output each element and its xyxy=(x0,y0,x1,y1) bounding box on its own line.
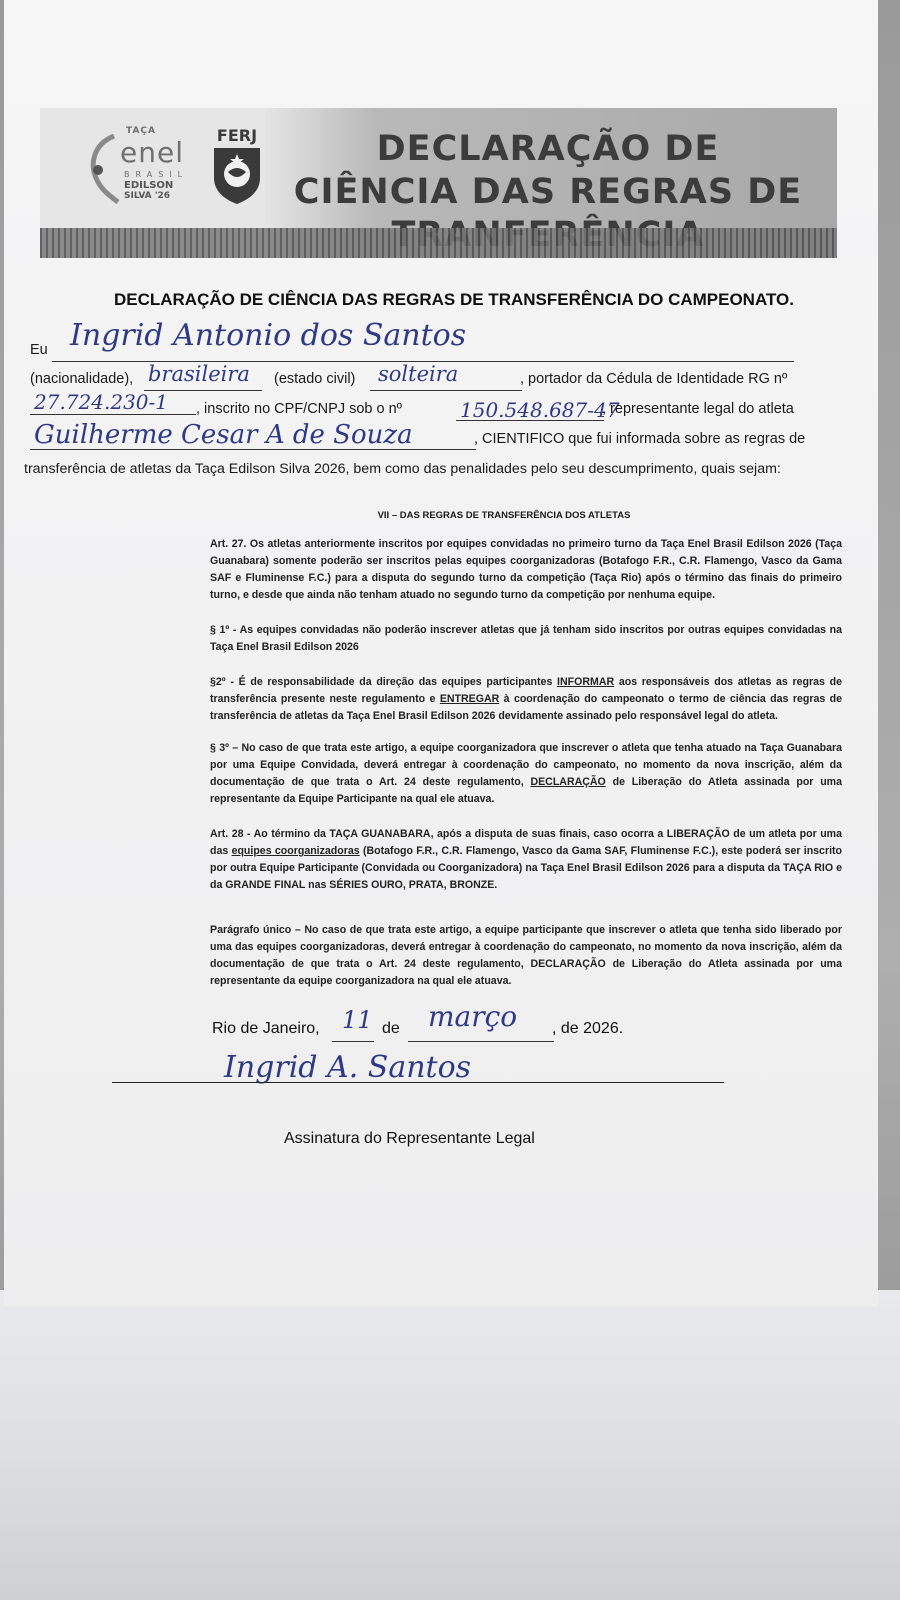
header-title: DECLARAÇÃO DE CIÊNCIA DAS REGRAS DE xyxy=(293,129,803,212)
eu-label: Eu xyxy=(30,342,48,358)
date-month: março xyxy=(428,1000,518,1033)
ferj-shield-icon xyxy=(208,126,266,206)
p2-text-b: aos responsáveis dos atletas as regras de transferência presente neste regulamento e xyxy=(210,676,842,705)
paragraph-unico: Parágrafo único – No caso de que trata este artigo, a equipe participante que inscrever o atleta que tenha sido liberado por uma das equipes coorganizadoras, deverá entregar à coordenação do campeonato, no momento da nova inscrição, além da documentação de que trata o Art. 24 deste regulamento, DECLARAÇÃO de Liberação do Atleta assinada por uma representante da equipe coorganizadora na qual ele atuava. xyxy=(210,924,842,987)
cpf-label: , inscrito no CPF/CNPJ sob o nº xyxy=(196,401,402,417)
civil-line xyxy=(370,389,522,391)
day-line xyxy=(332,1040,374,1042)
nationality-label: (nacionalidade), xyxy=(30,371,134,387)
date-day: 11 xyxy=(342,1006,373,1034)
p2-text-c: à coordenação do campeonato o termo de ciência das regras de transferência de atletas da Taça Enel Brasil Edilson 2026 devidamente assinado pelo responsável legal do atleta. xyxy=(210,693,842,722)
paragraph-3 xyxy=(210,740,842,808)
nationality-value: brasileira xyxy=(148,362,250,386)
ferj-logo xyxy=(208,126,266,206)
certify-text-2: transferência de atletas da Taça Edilson Silva 2026, bem como das penalidades pelo seu descumprimento, quais sejam: xyxy=(24,461,781,477)
logo-brasil: BRASIL xyxy=(124,170,189,179)
signature-value: Ingrid A. Santos xyxy=(224,1050,472,1085)
athlete-label: , representante legal do atleta xyxy=(602,401,794,417)
paragraph-1: § 1º - As equipes convidadas não poderão inscrever atletas que já tenham sido inscritos por outras equipes convidadas na Taça Enel Brasil Edilson 2026 xyxy=(210,624,842,653)
p2-informar: INFORMAR xyxy=(557,676,615,688)
document-page xyxy=(4,0,878,1306)
date-de: de xyxy=(382,1020,400,1037)
article-27: Art. 27. Os atletas anteriormente inscritos por equipes convidadas no primeiro turno da Taça Enel Brasil Edilson 2026 (Taça Guanabara) somente poderão ser inscritos pelas equipes coorganizadoras (Botafogo F.R., C.R. Flamengo, Vasco da Gama SAF e Fluminense F.C.) para a disputa do segundo turno da competição (Taça Rio) após o término das finais do primeiro turno, e desde que ainda não tenham atuado no segundo turno da competição por nenhuma equipe. xyxy=(210,538,842,601)
signature-line xyxy=(112,1082,724,1083)
rg-label: , portador da Cédula de Identidade RG nº xyxy=(520,371,788,387)
paragraph-2 xyxy=(210,674,842,725)
civil-value: solteira xyxy=(378,362,459,386)
logo-enel: enel xyxy=(120,136,184,169)
section-title: VII – DAS REGRAS DE TRANSFERÊNCIA DOS ATLETAS xyxy=(377,510,631,521)
art28-coorganizadoras: equipes coorganizadoras xyxy=(231,845,360,857)
article-28 xyxy=(210,826,842,894)
p3-text-b: de Liberação do Atleta assinada por uma representante da Equipe Participante na qual ele atuava. xyxy=(210,776,842,805)
p2-text-a: §2º - É de responsabilidade da direção das equipes participantes xyxy=(210,676,558,688)
date-year: , de 2026. xyxy=(552,1020,624,1037)
certify-text: , CIENTIFICO que fui informada sobre as regras de xyxy=(474,431,806,447)
civil-label: (estado civil) xyxy=(274,371,356,387)
header-banner xyxy=(40,108,837,258)
p3-text-a: § 3º – No caso de que trata este artigo, a equipe coorganizadora que inscrever o atleta que tenha atuado na Taça Guanabara por uma Equipe Convidada, deverá entregar à coordenação do campeonato, no momento da nova inscrição, além da documentação de que trata o Art. 24 deste regulamento, xyxy=(210,742,842,788)
header-strip xyxy=(40,228,837,258)
taca-enel-logo xyxy=(84,126,194,204)
ferj-label: FERJ xyxy=(216,126,258,145)
p3-declaracao: DECLARAÇÃO xyxy=(530,776,606,788)
cpf-value: 150.548.687-47 xyxy=(460,398,620,422)
signature-label: Assinatura do Representante Legal xyxy=(284,1130,535,1147)
rg-value: 27.724.230-1 xyxy=(34,390,168,414)
logo-silva: SILVA '26 xyxy=(124,191,171,201)
desk-surface xyxy=(0,1290,900,1600)
document-title: DECLARAÇÃO DE CIÊNCIA DAS REGRAS DE TRANSFERÊNCIA DO CAMPEONATO. xyxy=(113,290,795,309)
name-value: Ingrid Antonio dos Santos xyxy=(70,318,467,353)
date-city: Rio de Janeiro, xyxy=(212,1020,320,1037)
art28-text-b: (Botafogo F.R., C.R. Flamengo, Vasco da Gama SAF, Fluminense F.C.), este poderá ser inscrito por outra Equipe Participante (Convidada ou Coorganizadora) na Taça Enel Brasil Edilson 2026 para a disputa da TAÇA RIO e da GRANDE FINAL nas SÉRIES OURO, PRATA, BRONZE. xyxy=(210,845,843,891)
athlete-value: Guilherme Cesar A de Souza xyxy=(34,420,413,450)
logo-taca-top: TAÇA xyxy=(126,126,156,136)
swoosh-icon xyxy=(84,134,120,204)
art28-text-a: Art. 28 - Ao término da TAÇA GUANABARA, após a disputa de suas finais, caso ocorra a LIBERAÇÃO de um atleta por uma das xyxy=(210,828,842,857)
logo-edilson: EDILSON xyxy=(124,180,174,191)
month-line xyxy=(408,1040,554,1042)
p2-entregar: ENTREGAR xyxy=(439,693,500,705)
